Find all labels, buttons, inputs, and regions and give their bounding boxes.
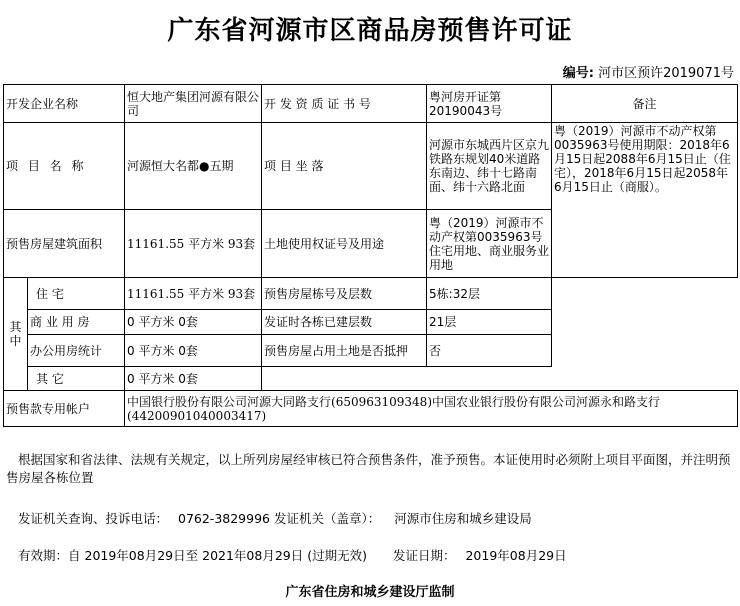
of-which-label: 其中 bbox=[4, 278, 28, 391]
location-label: 项 目 坐 落 bbox=[262, 123, 427, 210]
account-label: 预售款专用帐户 bbox=[4, 391, 125, 427]
validity-note: (过期无效) bbox=[307, 548, 367, 563]
commercial-value: 0 平方米 0套 bbox=[125, 310, 262, 335]
validity-start: 2019年08月29日 bbox=[84, 548, 186, 563]
phone-label: 发证机关查询、投诉电话： bbox=[18, 511, 169, 526]
authority-label: 发证机关（盖章）： bbox=[273, 511, 381, 526]
validity-line bbox=[18, 547, 740, 565]
other-value: 0 平方米 0套 bbox=[125, 367, 262, 391]
account-value: 中国银行股份有限公司河源大同路支行(650963109348)中国农业银行股份有限公司河源永和路支行(44200901040003417) bbox=[125, 391, 738, 427]
validity-label: 有效期：自 bbox=[18, 548, 81, 563]
notice-text: 根据国家和省法律、法规有关规定，以上所列房屋经审核已符合预售条件，准予预售。本证使用时必须附上项目平面图，并注明预售房屋各栋位置 bbox=[6, 452, 731, 485]
phone-value: 0762-3829996 bbox=[178, 511, 270, 526]
qualification-label: 开 发 资 质 证 书 号 bbox=[262, 85, 427, 123]
table-row bbox=[4, 85, 738, 123]
document-title: 广东省河源市区商品房预售许可证 bbox=[167, 16, 573, 46]
developer-value: 恒大地产集团河源有限公司 bbox=[125, 85, 262, 123]
issue-date-label: 发证日期： bbox=[392, 548, 456, 563]
validity-to: 至 bbox=[185, 548, 199, 563]
project-label: 项 目 名 称 bbox=[4, 123, 125, 210]
area-value: 11161.55 平方米 93套 bbox=[125, 210, 262, 278]
buildings-value: 5栋:32层 bbox=[427, 278, 552, 310]
table-row bbox=[4, 123, 738, 210]
residential-value: 11161.55 平方米 93套 bbox=[125, 278, 262, 310]
remark-label: 备注 bbox=[552, 85, 738, 123]
land-value: 粤（2019）河源市不动产权第0035963号 住宅用地、商业服务业用地 bbox=[427, 210, 552, 278]
table-row bbox=[4, 391, 738, 427]
certificate-number-label: 编号: bbox=[562, 66, 594, 81]
buildings-label: 预售房屋栋号及层数 bbox=[262, 278, 427, 310]
certificate-number-value: 河市区预许2019071号 bbox=[598, 66, 734, 81]
floors-built-label: 发证时各栋已建层数 bbox=[262, 310, 427, 335]
commercial-label: 商 业 用 房 bbox=[28, 310, 125, 335]
land-label: 土地使用权证号及用途 bbox=[262, 210, 427, 278]
permit-table bbox=[3, 84, 738, 427]
issue-date-value: 2019年08月29日 bbox=[465, 548, 567, 563]
floors-built-value: 21层 bbox=[427, 310, 552, 335]
remark-value: 粤（2019）河源市不动产权第0035963号使用期限：2018年6月15日起2088年6月15日止（住宅），2018年6月15日起2058年6月15日止（商服）。 bbox=[552, 123, 738, 278]
project-value: 河源恒大名都●五期 bbox=[125, 123, 262, 210]
table-row bbox=[4, 278, 738, 310]
supervisor-footer: 广东省住房和城乡建设厅监制 bbox=[285, 585, 455, 600]
mortgage-value: 否 bbox=[427, 335, 552, 367]
location-value: 河源市东城西片区京九铁路东规划40米道路东南边、纬十七路南面、纬十六路北面 bbox=[427, 123, 552, 210]
office-label: 办公用房统计 bbox=[28, 335, 125, 367]
validity-end: 2021年08月29日 bbox=[202, 548, 304, 563]
qualification-value: 粤河房开证第20190043号 bbox=[427, 85, 552, 123]
office-value: 0 平方米 0套 bbox=[125, 335, 262, 367]
area-label: 预售房屋建筑面积 bbox=[4, 210, 125, 278]
certificate-number bbox=[563, 62, 734, 81]
authority-value: 河源市住房和城乡建设局 bbox=[394, 511, 532, 526]
mortgage-label: 预售房屋占用土地是否抵押 bbox=[262, 335, 427, 367]
developer-label: 开发企业名称 bbox=[4, 85, 125, 123]
contact-line bbox=[18, 510, 740, 528]
residential-label: 住 宅 bbox=[28, 278, 125, 310]
other-label: 其 它 bbox=[28, 367, 125, 391]
